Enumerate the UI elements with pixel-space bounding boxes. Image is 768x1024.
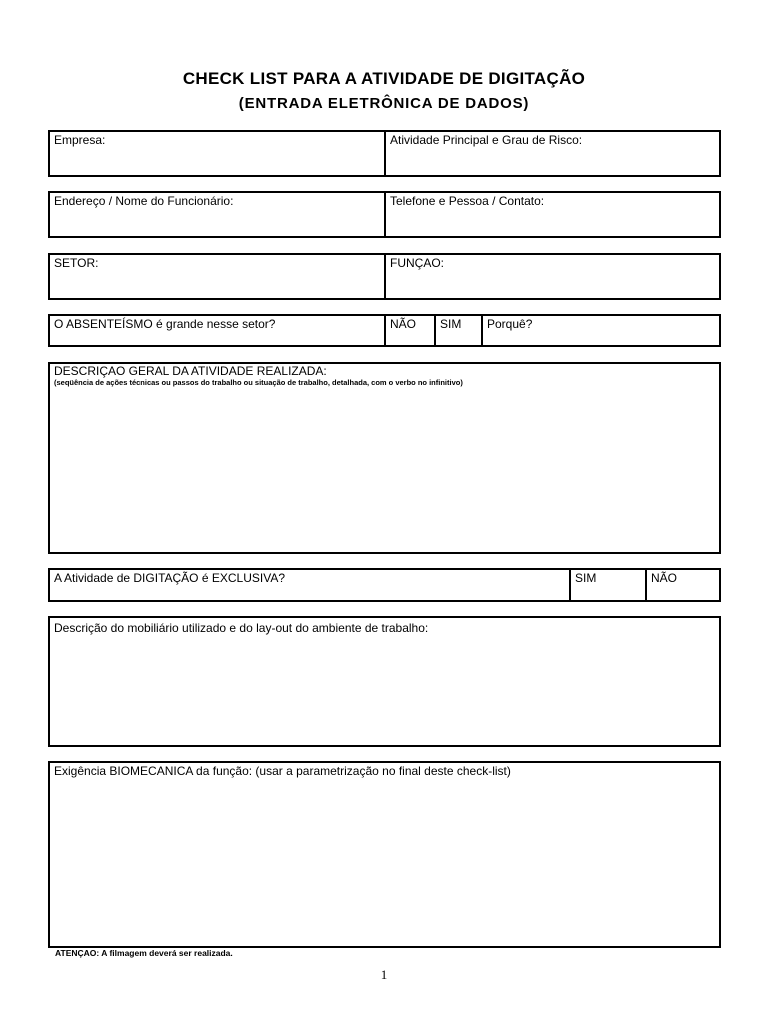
funcao-field[interactable]	[384, 255, 719, 298]
endereco-label: Endereço / Nome do Funcionário:	[54, 194, 234, 208]
absenteismo-porque-field[interactable]	[481, 316, 719, 345]
row-digitacao-exclusiva	[48, 568, 721, 602]
setor-label: SETOR:	[54, 256, 99, 270]
absenteismo-porque-label: Porquê?	[487, 317, 533, 331]
digitacao-nao-option[interactable]	[645, 570, 719, 600]
empresa-label: Empresa:	[54, 133, 106, 147]
setor-field[interactable]	[50, 255, 384, 298]
mobiliario-section[interactable]	[48, 616, 721, 747]
biomecanica-section[interactable]	[48, 761, 721, 948]
mobiliario-label: Descrição do mobiliário utilizado e do lay-out do ambiente de trabalho:	[54, 621, 429, 635]
biomecanica-field[interactable]	[50, 763, 719, 946]
digitacao-sim-option[interactable]	[569, 570, 645, 600]
digitacao-exclusiva-label: A Atividade de DIGITAÇÃO é EXCLUSIVA?	[54, 571, 285, 585]
document-title: CHECK LIST PARA A ATIVIDADE DE DIGITAÇÃO	[182, 69, 586, 88]
atividade-principal-label: Atividade Principal e Grau de Risco:	[390, 133, 583, 147]
absenteismo-sim-option[interactable]	[434, 316, 481, 345]
absenteismo-nao-label: NÃO	[390, 317, 417, 331]
absenteismo-question	[50, 316, 384, 345]
row-absenteismo	[48, 314, 721, 347]
biomecanica-label: Exigência BIOMECANICA da função: (usar a parametrização no final deste check-list)	[54, 764, 511, 778]
telefone-field[interactable]	[384, 193, 719, 236]
empresa-field[interactable]	[50, 132, 384, 175]
funcao-label: FUNÇAO:	[390, 256, 444, 270]
descricao-geral-note: (seqüência de ações técnicas ou passos do trabalho ou situação de trabalho, detalhada, com o verbo no infinitivo)	[54, 378, 463, 387]
row-empresa	[48, 130, 721, 177]
descricao-geral-label: DESCRIÇAO GERAL DA ATIVIDADE REALIZADA:	[54, 364, 327, 378]
descricao-geral-field[interactable]	[50, 364, 719, 552]
row-endereco	[48, 191, 721, 238]
telefone-label: Telefone e Pessoa / Contato:	[390, 194, 545, 208]
mobiliario-field[interactable]	[50, 618, 719, 745]
attention-note: ATENÇAO: A filmagem deverá ser realizada.	[55, 948, 233, 958]
absenteismo-label: O ABSENTEÍSMO é grande nesse setor?	[54, 317, 276, 331]
row-setor	[48, 253, 721, 300]
digitacao-exclusiva-question	[50, 570, 569, 600]
endereco-field[interactable]	[50, 193, 384, 236]
atividade-principal-field[interactable]	[384, 132, 719, 175]
digitacao-sim-label: SIM	[575, 571, 597, 585]
absenteismo-nao-option[interactable]	[384, 316, 434, 345]
document-subtitle: (ENTRADA ELETRÔNICA DE DADOS)	[238, 95, 530, 112]
page-number: 1	[380, 967, 388, 982]
absenteismo-sim-label: SIM	[440, 317, 462, 331]
digitacao-nao-label: NÃO	[651, 571, 678, 585]
descricao-geral-section[interactable]	[48, 362, 721, 554]
